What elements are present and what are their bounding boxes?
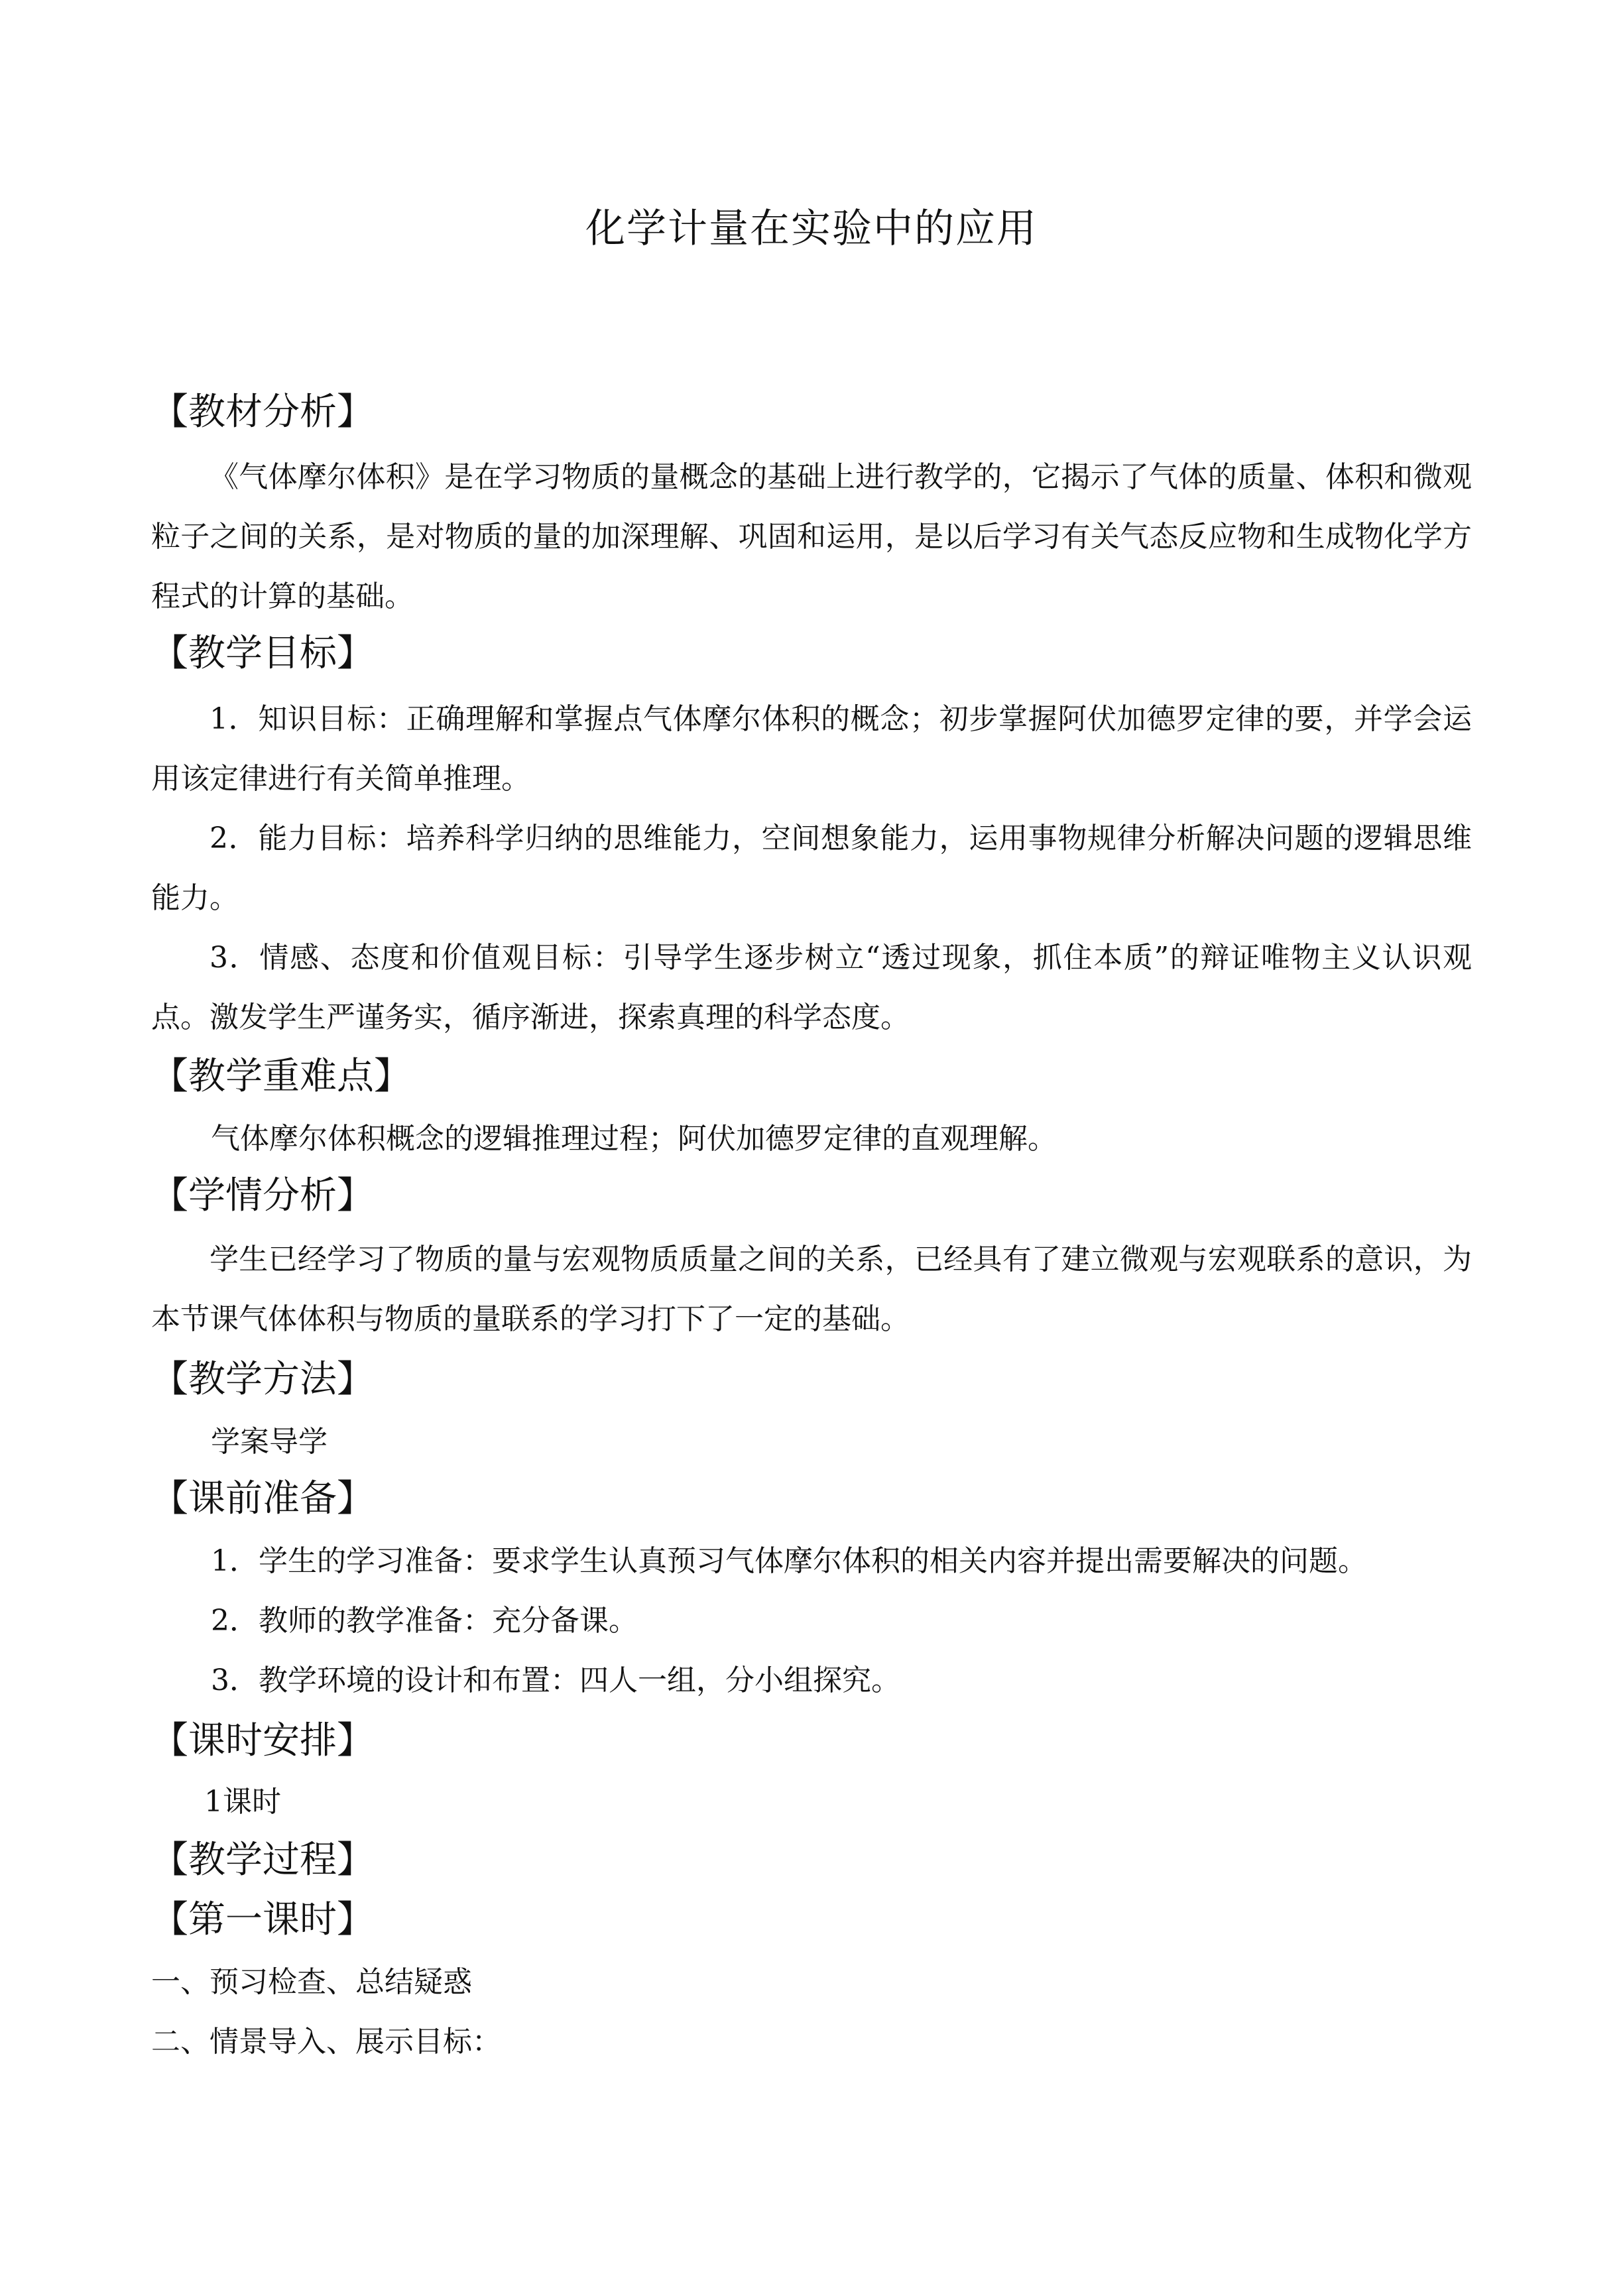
heading-objectives: 【教学目标】	[151, 632, 374, 675]
key-points-text: 气体摩尔体积概念的逻辑推理过程；阿伏加德罗定律的直观理解。	[211, 1122, 1057, 1156]
objective-item-knowledge: 1．知识目标：正确理解和掌握点气体摩尔体积的概念；初步掌握阿伏加德罗定律的要，并学会运用该定律进行有关简单推理。	[151, 702, 1472, 796]
heading-process: 【教学过程】	[151, 1839, 374, 1882]
heading-learner-analysis: 【学情分析】	[151, 1174, 374, 1217]
preparation-item-teacher: 2．教师的教学准备：充分备课。	[211, 1604, 638, 1638]
schedule-text: 1课时	[204, 1785, 281, 1819]
objective-item-values: 3．情感、态度和价值观目标：引导学生逐步树立“透过现象，抓住本质”的辩证唯物主义认识观点。激发学生严谨务实，循序渐进，探索真理的科学态度。	[151, 941, 1472, 1034]
heading-preparation: 【课前准备】	[151, 1477, 374, 1520]
learner-analysis-paragraph: 学生已经学习了物质的量与宏观物质质量之间的关系，已经具有了建立微观与宏观联系的意识，为本节课气体体积与物质的量联系的学习打下了一定的基础。	[151, 1242, 1472, 1336]
lesson-step-2: 二、情景导入、展示目标：	[151, 2025, 501, 2059]
heading-schedule: 【课时安排】	[151, 1719, 374, 1762]
preparation-item-environment: 3．教学环境的设计和布置：四人一组，分小组探究。	[211, 1663, 900, 1697]
materials-paragraph: 《气体摩尔体积》是在学习物质的量概念的基础上进行教学的，它揭示了气体的质量、体积和微观粒子之间的关系，是对物质的量的加深理解、巩固和运用，是以后学习有关气态反应物和生成物化学方程式的计算的基础。	[151, 460, 1472, 613]
method-text: 学案导学	[211, 1425, 328, 1459]
heading-method: 【教学方法】	[151, 1358, 374, 1401]
objective-item-ability: 2．能力目标：培养科学归纳的思维能力，空间想象能力，运用事物规律分析解决问题的逻辑思维能力。	[151, 821, 1472, 915]
heading-first-lesson: 【第一课时】	[151, 1898, 374, 1941]
heading-key-points: 【教学重难点】	[151, 1055, 411, 1098]
heading-materials: 【教材分析】	[151, 391, 374, 434]
lesson-step-1: 一、预习检查、总结疑惑	[151, 1965, 472, 1999]
preparation-item-students: 1．学生的学习准备：要求学生认真预习气体摩尔体积的相关内容并提出需要解决的问题。	[211, 1544, 1367, 1578]
document-title: 化学计量在实验中的应用	[585, 206, 1038, 252]
